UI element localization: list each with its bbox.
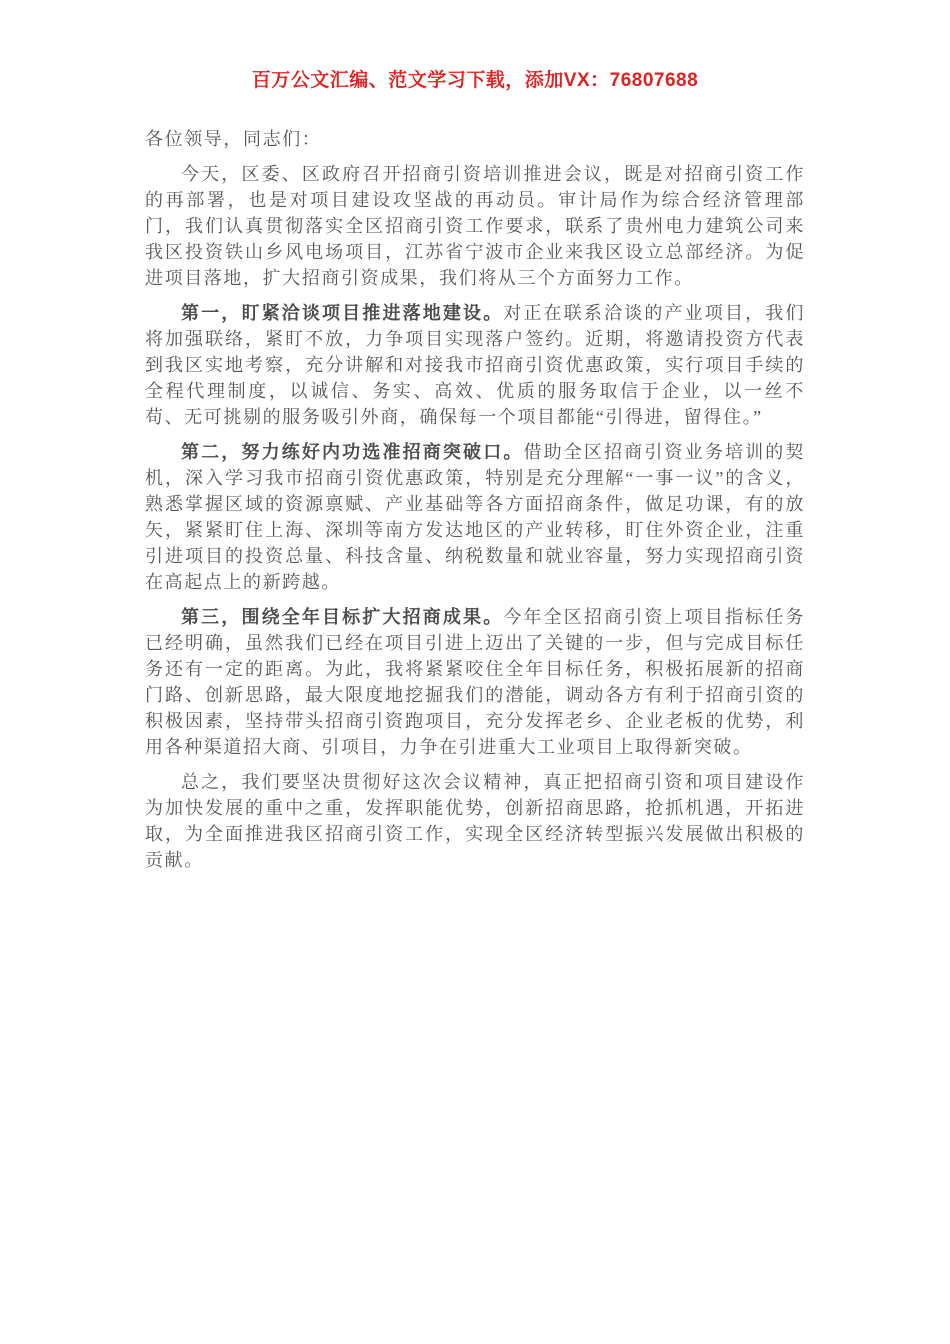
promo-header: 百万公文汇编、范文学习下载，添加VX：76807688 — [251, 70, 699, 91]
paragraph-text: 借助全区招商引资业务培训的契机，深入学习我市招商引资优惠政策，特别是充分理解“一事一议”的含义，熟悉掌握区域的资源禀赋、产业基础等各方面招商条件，做足功课，有的放矢，紧紧盯住上海、深圳等南方发达地区的产业转移，盯住外资企业，注重引进项目的投资总量、科技含量、纳税数量和就业容量，努力实现招商引资在高起点上的新跨越。 — [145, 442, 806, 592]
paragraph-lead: 第三，围绕全年目标扩大招商成果。 — [181, 607, 504, 627]
paragraph-point-3 — [145, 604, 805, 760]
salutation: 各位领导，同志们： — [145, 129, 322, 149]
paragraph-text: 今年全区招商引资上项目指标任务已经明确，虽然我们已经在项目引进上迈出了关键的一步，但与完成目标任务还有一定的距离。为此，我将紧紧咬住全年目标任务，积极拓展新的招商门路、创新思路，最大限度地挖掘我们的潜能，调动各方有利于招商引资的积极因素，坚持带头招商引资跑项目，充分发挥老乡、企业老板的优势，利用各种渠道招大商、引项目，力争在引进重大工业项目上取得新突破。 — [145, 607, 805, 757]
paragraph-text: 总之，我们要坚决贯彻好这次会议精神，真正把招商引资和项目建设作为加快发展的重中之重，发挥职能优势，创新招商思路，抢抓机遇，开拓进取，为全面推进我区招商引资工作，实现全区经济转型振兴发展做出积极的贡献。 — [145, 772, 805, 870]
paragraph-closing — [145, 769, 805, 873]
paragraph-lead: 第二，努力练好内功选准招商突破口。 — [181, 442, 524, 462]
paragraph-text: 今天，区委、区政府召开招商引资培训推进会议，既是对招商引资工作的再部署，也是对项目建设攻坚战的再动员。审计局作为综合经济管理部门，我们认真贯彻落实全区招商引资工作要求，联系了贵州电力建筑公司来我区投资铁山乡风电场项目，江苏省宁波市企业来我区设立总部经济。为促进项目落地，扩大招商引资成果，我们将从三个方面努力工作。 — [145, 164, 805, 288]
paragraph-text: 对正在联系洽谈的产业项目，我们将加强联络，紧盯不放，力争项目实现落户签约。近期，将邀请投资方代表到我区实地考察，充分讲解和对接我市招商引资优惠政策，实行项目手续的全程代理制度，以诚信、务实、高效、优质的服务取信于企业，以一丝不苟、无可挑剔的服务吸引外商，确保每一个项目都能“引得进，留得住。” — [145, 303, 805, 427]
paragraph-lead: 第一，盯紧洽谈项目推进落地建设。 — [181, 303, 504, 323]
paragraph-point-1 — [145, 300, 805, 430]
paragraph-point-2 — [145, 439, 805, 595]
paragraph-intro — [145, 161, 805, 291]
